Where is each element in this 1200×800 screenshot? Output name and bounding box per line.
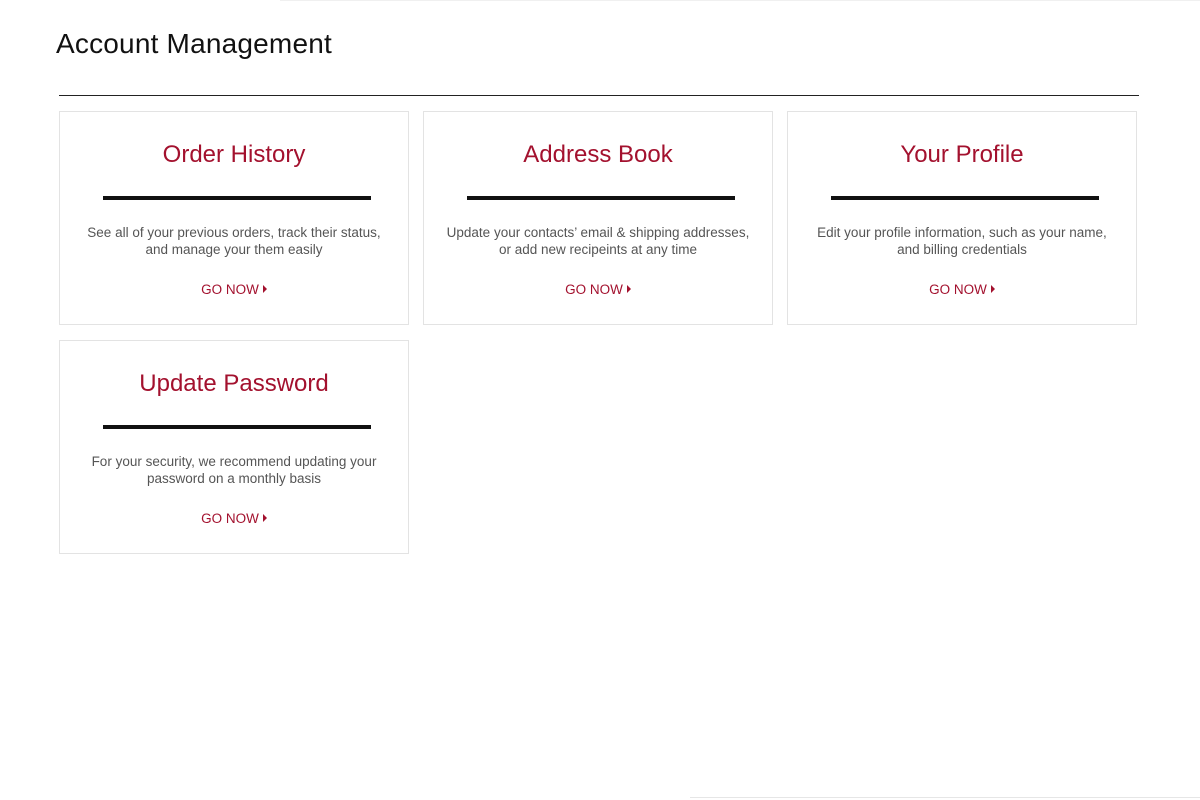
page-title: Account Management: [56, 28, 332, 59]
address-book-go-now-link[interactable]: [424, 282, 772, 297]
card-description: For your security, we recommend updating your password on a monthly basis: [91, 454, 377, 486]
card-update-password: [59, 340, 409, 554]
card-divider: [467, 196, 735, 200]
card-your-profile: [787, 111, 1137, 325]
card-address-book: [423, 111, 773, 325]
card-description: Update your contacts’ email & shipping addresses, or add new recipeints at any time: [446, 225, 750, 257]
your-profile-go-now-link[interactable]: [788, 282, 1136, 297]
card-order-history: [59, 111, 409, 325]
card-title: Your Profile: [900, 141, 1024, 168]
card-divider: [831, 196, 1099, 200]
bottom-divider: [690, 797, 1200, 798]
caret-right-icon: [991, 285, 995, 293]
caret-right-icon: [263, 285, 267, 293]
card-description: Edit your profile information, such as your name, and billing credentials: [817, 225, 1107, 257]
card-title: Order History: [162, 141, 306, 168]
card-title: Address Book: [523, 141, 673, 168]
card-title: Update Password: [139, 370, 329, 397]
link-label: GO NOW: [565, 282, 623, 297]
top-divider: [280, 0, 1200, 1]
caret-right-icon: [263, 514, 267, 522]
link-label: GO NOW: [201, 511, 259, 526]
update-password-go-now-link[interactable]: [60, 511, 408, 526]
card-divider: [103, 425, 371, 429]
card-description: See all of your previous orders, track their status, and manage your them easily: [87, 225, 381, 257]
link-label: GO NOW: [929, 282, 987, 297]
title-divider: [59, 95, 1139, 96]
card-divider: [103, 196, 371, 200]
link-label: GO NOW: [201, 282, 259, 297]
caret-right-icon: [627, 285, 631, 293]
order-history-go-now-link[interactable]: [60, 282, 408, 297]
